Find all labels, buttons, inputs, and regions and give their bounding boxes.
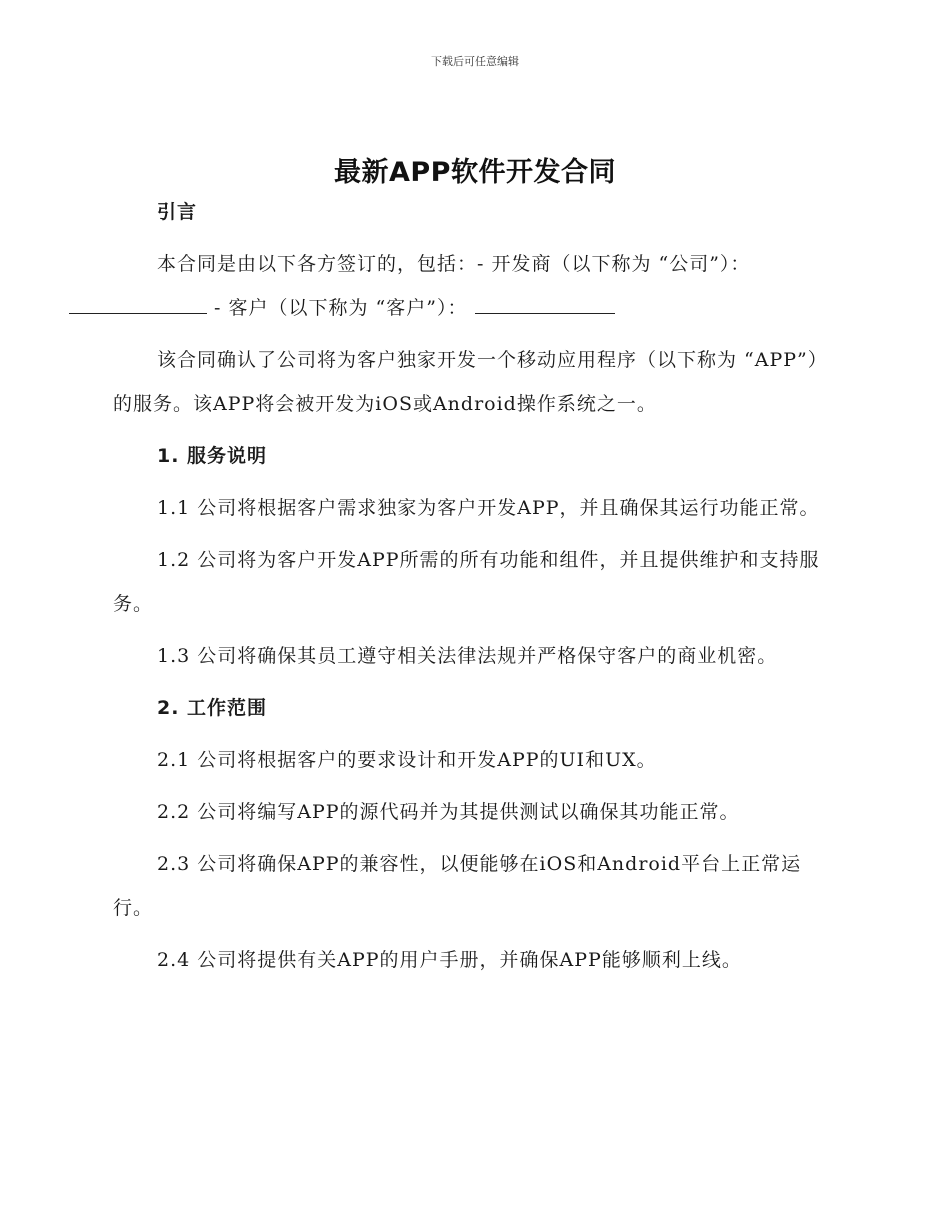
client-blank-line[interactable] bbox=[475, 295, 615, 314]
section1-item: 1.1 公司将根据客户需求独家为客户开发APP，并且确保其运行功能正常。 bbox=[157, 497, 820, 519]
section2-item: 2.2 公司将编写APP的源代码并为其提供测试以确保其功能正常。 bbox=[157, 801, 740, 823]
intro-parties-developer: 本合同是由以下各方签订的，包括：- 开发商（以下称为 “公司”）： bbox=[157, 253, 751, 275]
section2-item: 2.3 公司将确保APP的兼容性，以便能够在iOS和Android平台上正常运行。 bbox=[113, 853, 802, 919]
intro-parties-paragraph bbox=[113, 242, 838, 330]
document-body bbox=[113, 190, 838, 982]
section1-item: 1.2 公司将为客户开发APP所需的所有功能和组件，并且提供维护和支持服务。 bbox=[113, 549, 820, 615]
developer-blank-line[interactable] bbox=[69, 295, 207, 314]
section2-item: 2.1 公司将根据客户的要求设计和开发APP的UI和UX。 bbox=[157, 749, 657, 771]
section2-item: 2.4 公司将提供有关APP的用户手册，并确保APP能够顺利上线。 bbox=[157, 949, 742, 971]
document-title: 最新APP软件开发合同 bbox=[334, 157, 616, 188]
intro-parties-client: - 客户（以下称为 “客户”）： bbox=[214, 297, 468, 319]
intro-scope-paragraph: 该合同确认了公司将为客户独家开发一个移动应用程序（以下称为 “APP”）的服务。该APP将会被开发为iOS或Android操作系统之一。 bbox=[113, 349, 828, 415]
section1-item: 1.3 公司将确保其员工遵守相关法律法规并严格保守客户的商业机密。 bbox=[157, 645, 778, 667]
section2-heading: 2. 工作范围 bbox=[157, 697, 268, 719]
intro-heading: 引言 bbox=[157, 201, 198, 223]
page-header: 下载后可任意编辑 bbox=[431, 55, 519, 68]
section1-heading: 1. 服务说明 bbox=[157, 445, 268, 467]
